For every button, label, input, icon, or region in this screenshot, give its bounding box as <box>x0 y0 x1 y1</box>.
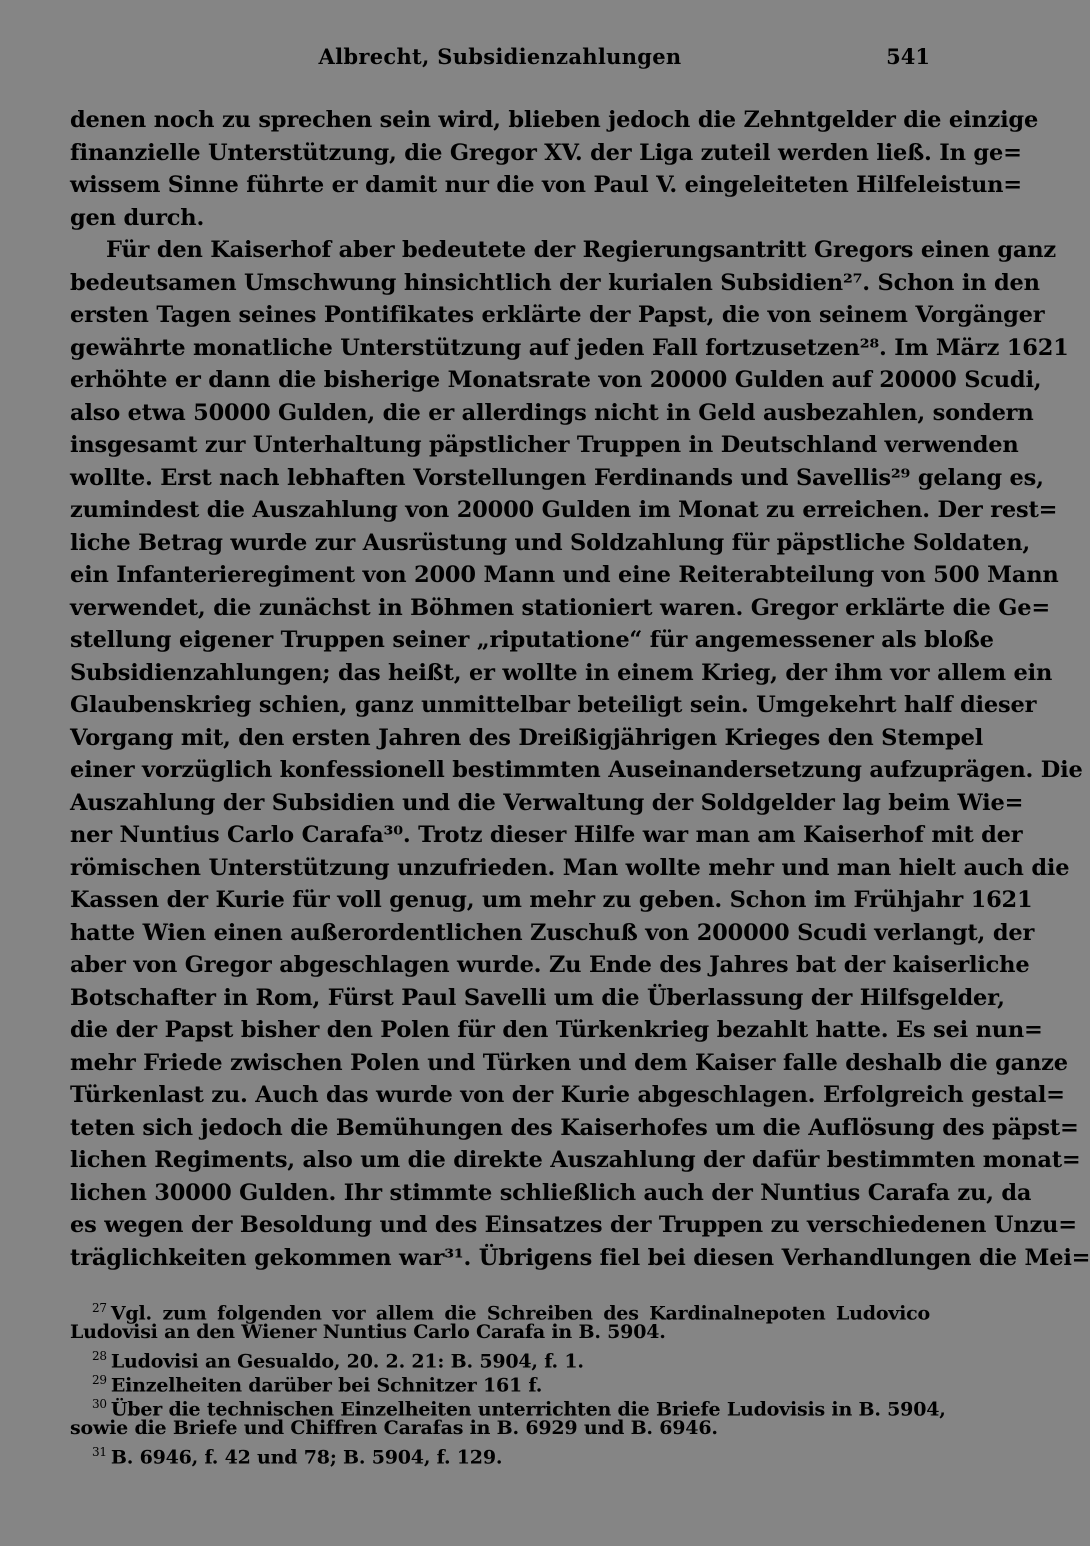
footnote-number: 27 <box>92 1301 107 1315</box>
footnote-29 <box>70 1368 930 1397</box>
text-line: es wegen der Besoldung und des Einsatzes der Truppen zu verschiedenen Unzu= <box>70 1212 1077 1238</box>
text-line: Türkenlast zu. Auch das wurde von der Kurie abgeschlagen. Erfolgreich gestal= <box>70 1082 1065 1108</box>
text-line: römischen Unterstützung unzufrieden. Man wollte mehr und man hielt auch die <box>70 854 1070 881</box>
text-line: liche Betrag wurde zur Ausrüstung und Soldzahlung für päpstliche Soldaten, <box>70 529 1031 556</box>
footnote-number: 31 <box>92 1445 107 1459</box>
text-line: wissem Sinne führte er damit nur die von Paul V. eingeleiteten Hilfeleistun= <box>70 172 1022 198</box>
text-line: ner Nuntius Carlo Carafa³⁰. Trotz dieser Hilfe war man am Kaiserhof mit der <box>70 822 1023 848</box>
footnote-27 <box>70 1296 930 1325</box>
text-line: teten sich jedoch die Bemühungen des Kaiserhofes um die Auflösung des päpst= <box>70 1114 1079 1141</box>
text-line: zumindest die Auszahlung von 20000 Gulden im Monat zu erreichen. Der rest= <box>70 497 1058 523</box>
footnote-28 <box>70 1344 930 1373</box>
text-line: bedeutsamen Umschwung hinsichtlich der kurialen Subsidien²⁷. Schon in den <box>70 269 1040 296</box>
text-line: gen durch. <box>70 204 205 231</box>
text-line: Botschafter in Rom, Fürst Paul Savelli um die Überlassung der Hilfsgelder, <box>70 984 1005 1011</box>
running-head: Albrecht, Subsidienzahlungen <box>318 44 682 69</box>
text-line: ein Infanterieregiment von 2000 Mann und eine Reiterabteilung von 500 Mann <box>70 562 1059 588</box>
page-number: 541 <box>886 44 930 69</box>
footnote-30 <box>70 1392 946 1421</box>
text-line: finanzielle Unterstützung, die Gregor XV. der Liga zuteil werden ließ. In ge= <box>70 139 1022 166</box>
footnote-text: Ludovisi an Gesualdo, 20. 2. 21: B. 5904, f. 1. <box>110 1350 584 1373</box>
text-line: träglichkeiten gekommen war³¹. Übrigens fiel bei diesen Verhandlungen die Mei= <box>70 1244 1090 1271</box>
footnote-text: Vgl. zum folgenden vor allem die Schreiben des Kardinalnepoten Ludovico <box>110 1302 930 1325</box>
footnotes <box>70 1296 946 1469</box>
text-line: aber von Gregor abgeschlagen wurde. Zu Ende des Jahres bat der kaiserliche <box>70 952 1030 978</box>
text-line: lichen 30000 Gulden. Ihr stimmte schließlich auch der Nuntius Carafa zu, da <box>70 1179 1032 1206</box>
text-line: wollte. Erst nach lebhaften Vorstellungen Ferdinands und Savellis²⁹ gelang es, <box>70 464 1044 491</box>
text-line: erhöhte er dann die bisherige Monatsrate von 20000 Gulden auf 20000 Scudi, <box>70 367 1042 393</box>
text-line: Auszahlung der Subsidien und die Verwaltung der Soldgelder lag beim Wie= <box>70 789 1024 816</box>
text-line: hatte Wien einen außerordentlichen Zuschuß von 200000 Scudi verlangt, der <box>70 919 1035 946</box>
footnote-27-cont: Ludovisi an den Wiener Nuntius Carlo Carafa in B. 5904. <box>70 1321 666 1343</box>
text-line: Für den Kaiserhof aber bedeutete der Regierungsantritt Gregors einen ganz <box>106 237 1056 263</box>
footnote-30-cont: sowie die Briefe und Chiffren Carafas in B. 6929 und B. 6946. <box>70 1417 718 1439</box>
text-line: verwendet, die zunächst in Böhmen stationiert waren. Gregor erklärte die Ge= <box>70 594 1051 621</box>
text-line: Kassen der Kurie für voll genug, um mehr zu geben. Schon im Frühjahr 1621 <box>70 887 1033 913</box>
footnote-text: Einzelheiten darüber bei Schnitzer 161 f. <box>110 1374 543 1397</box>
text-line: stellung eigener Truppen seiner „riputatione“ für angemessener als bloße <box>70 627 994 653</box>
text-line: ersten Tagen seines Pontifikates erklärte der Papst, die von seinem Vorgänger <box>70 302 1045 328</box>
page-header <box>70 44 930 76</box>
footnote-number: 29 <box>92 1373 107 1387</box>
footnote-text: B. 6946, f. 42 und 78; B. 5904, f. 129. <box>110 1446 503 1469</box>
text-line: einer vorzüglich konfessionell bestimmten Auseinandersetzung aufzuprägen. Die <box>70 757 1083 783</box>
text-line: Vorgang mit, den ersten Jahren des Dreißigjährigen Krieges den Stempel <box>70 724 984 751</box>
text-line: gewährte monatliche Unterstützung auf jeden Fall fortzusetzen²⁸. Im März 1621 <box>70 334 1069 361</box>
main-text <box>70 104 1090 1274</box>
footnote-number: 30 <box>92 1397 107 1411</box>
footnote-number: 28 <box>92 1349 107 1363</box>
text-line: lichen Regiments, also um die direkte Auszahlung der dafür bestimmten monat= <box>70 1147 1081 1173</box>
text-line: Subsidienzahlungen; das heißt, er wollte in einem Krieg, der ihm vor allem ein <box>70 659 1053 686</box>
text-line: denen noch zu sprechen sein wird, blieben jedoch die Zehntgelder die einzige <box>70 107 1039 133</box>
footnote-31 <box>70 1440 930 1469</box>
text-line: die der Papst bisher den Polen für den Türkenkrieg bezahlt hatte. Es sei nun= <box>70 1017 1043 1043</box>
footnote-text: Über die technischen Einzelheiten unterrichten die Briefe Ludovisis in B. 5904, <box>110 1398 946 1421</box>
text-line: also etwa 50000 Gulden, die er allerdings nicht in Geld ausbezahlen, sondern <box>70 399 1034 426</box>
text-line: mehr Friede zwischen Polen und Türken und dem Kaiser falle deshalb die ganze <box>70 1049 1068 1076</box>
text-line: insgesamt zur Unterhaltung päpstlicher Truppen in Deutschland verwenden <box>70 432 1019 458</box>
text-line: Glaubenskrieg schien, ganz unmittelbar beteiligt sein. Umgekehrt half dieser <box>70 692 1037 718</box>
